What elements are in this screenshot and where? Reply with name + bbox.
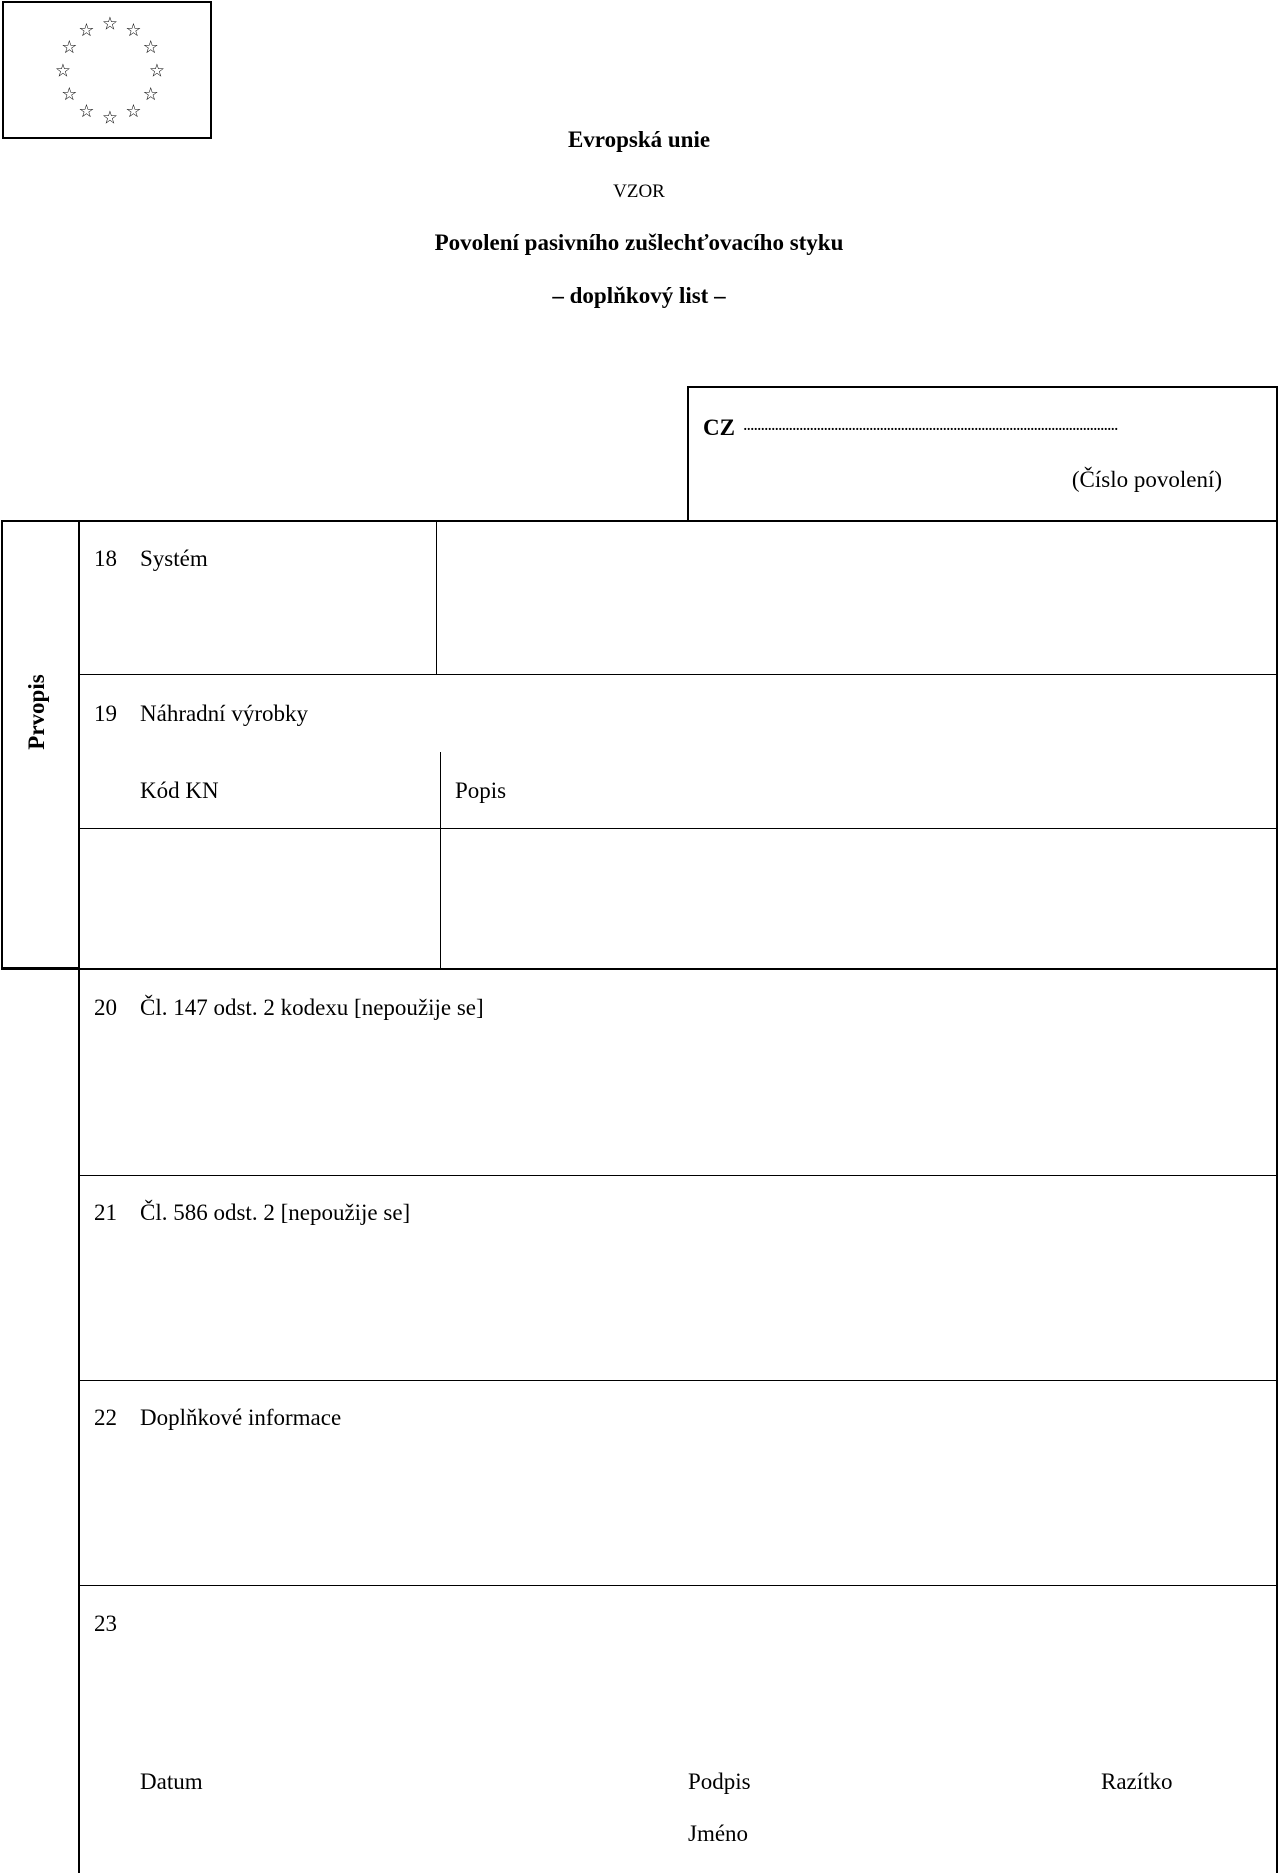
field-23-number: 23 <box>94 1611 117 1636</box>
field-19-number: 19 <box>94 701 117 726</box>
eu-star-icon: ☆ <box>78 19 95 41</box>
grid-line-22-23 <box>78 1585 1278 1586</box>
field-18-divider <box>436 520 437 674</box>
field-19-col-desc: Popis <box>455 778 507 803</box>
eu-star-icon: ☆ <box>101 107 119 129</box>
grid-line-18-19 <box>78 674 1278 675</box>
eu-star-icon: ☆ <box>78 101 95 123</box>
field-23-signature-label: Podpis <box>688 1769 751 1794</box>
field-19-divider <box>440 752 441 968</box>
field-18-value[interactable] <box>438 522 1274 672</box>
field-20-number: 20 <box>94 995 117 1020</box>
eu-star-icon: ☆ <box>142 37 159 58</box>
model-label: VZOR <box>613 181 665 202</box>
field-20-value[interactable] <box>80 1030 1274 1172</box>
document-subtitle: – doplňkový list – <box>552 283 726 308</box>
eu-star-icon: ☆ <box>142 84 159 105</box>
eu-flag-icon <box>2 1 212 139</box>
authorization-number-field[interactable]: ........................................................................................................... <box>743 414 1118 434</box>
eu-star-icon: ☆ <box>125 101 142 123</box>
eu-star-icon: ☆ <box>125 19 142 41</box>
eu-star-icon: ☆ <box>101 13 119 35</box>
eu-stars-icon <box>4 3 210 137</box>
eu-star-icon: ☆ <box>61 84 78 105</box>
grid-line-left <box>78 520 80 1873</box>
field-20-label: Čl. 147 odst. 2 kodexu [nepoužije se] <box>140 995 484 1020</box>
grid-line-21-22 <box>78 1380 1278 1381</box>
field-18-label: Systém <box>140 546 208 571</box>
field-19-col-code: Kód KN <box>140 778 219 803</box>
authorization-number-caption: (Číslo povolení) <box>1071 467 1222 492</box>
field-18-number: 18 <box>94 546 117 571</box>
grid-line-19-20 <box>1 968 1278 970</box>
eu-star-icon: ☆ <box>54 60 72 82</box>
grid-line-20-21 <box>78 1175 1278 1176</box>
field-22-value[interactable] <box>80 1440 1274 1582</box>
field-19-header-line <box>78 828 1278 829</box>
document-title: Povolení pasivního zušlechťovacího styku <box>434 230 844 255</box>
field-23-stamp-label: Razítko <box>1101 1769 1173 1794</box>
field-19-label: Náhradní výrobky <box>140 701 308 726</box>
copy-label: Prvopis <box>24 674 49 750</box>
authorization-number-box <box>687 386 1278 522</box>
field-23-date-label: Datum <box>140 1769 203 1794</box>
field-21-value[interactable] <box>80 1235 1274 1377</box>
field-22-number: 22 <box>94 1405 117 1430</box>
field-22-label: Doplňkové informace <box>140 1405 342 1430</box>
eu-star-icon: ☆ <box>148 60 166 82</box>
eu-star-icon: ☆ <box>61 37 78 58</box>
field-19-desc-value[interactable] <box>442 830 1274 966</box>
field-21-number: 21 <box>94 1200 117 1225</box>
union-heading: Evropská unie <box>567 127 711 152</box>
country-prefix: CZ <box>703 415 735 440</box>
field-19-code-value[interactable] <box>80 830 438 966</box>
field-21-label: Čl. 586 odst. 2 [nepoužije se] <box>140 1200 411 1225</box>
field-23-name-label: Jméno <box>688 1821 749 1846</box>
copy-label-box <box>1 520 79 969</box>
